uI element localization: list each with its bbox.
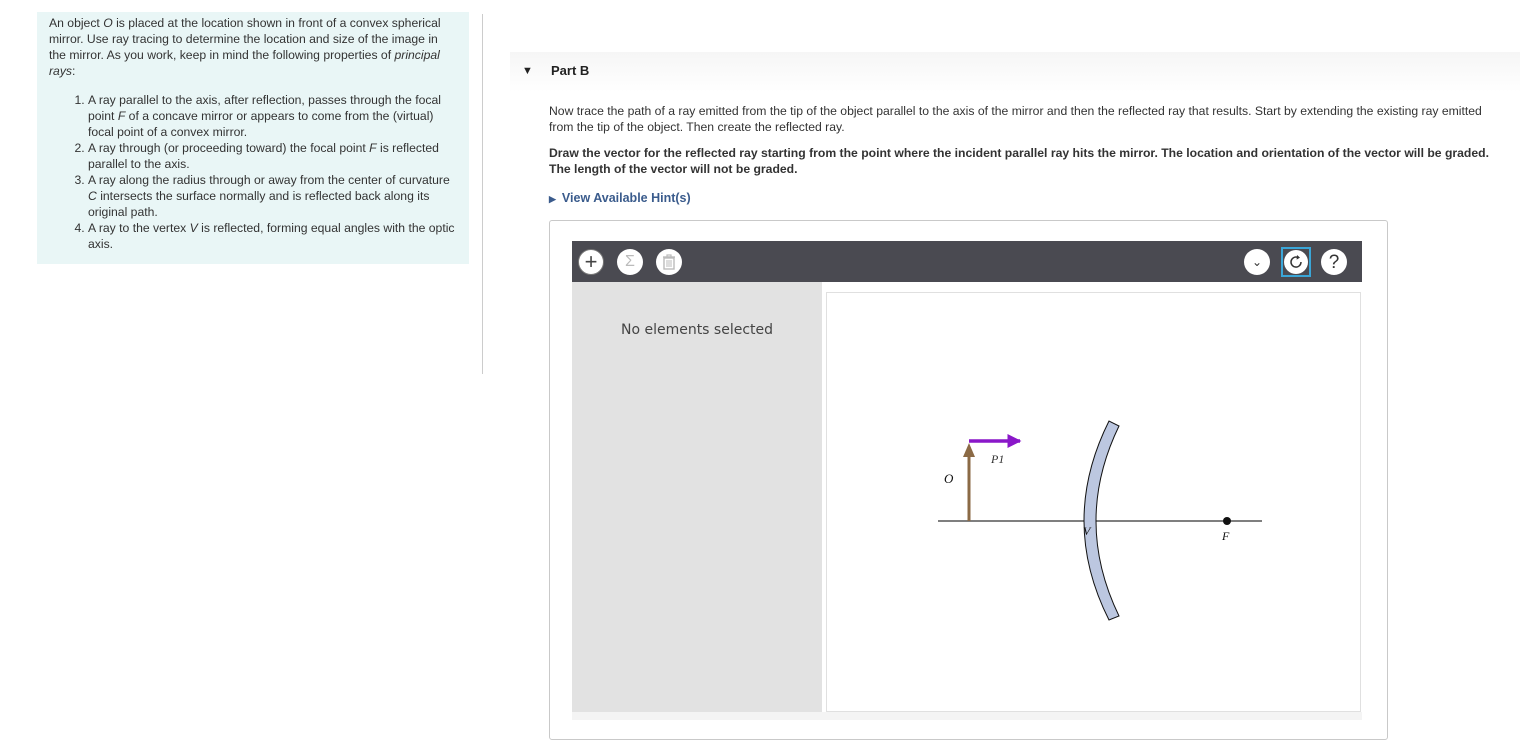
view-hints-link[interactable]: ▶ View Available Hint(s) <box>549 191 691 205</box>
part-title: Part B <box>551 63 590 78</box>
focus-label: F <box>1222 529 1230 543</box>
reset-icon <box>1288 254 1304 270</box>
delete-button[interactable] <box>656 249 682 275</box>
object-label: O <box>944 471 954 486</box>
intro-paragraph: An object O is placed at the location shown in front of a convex spherical mirror. Use ray tracing to determine the location and size of the image in the mirror. As you work, keep in mind the following properties of principal rays: <box>49 16 441 78</box>
canvas-bottom-bar <box>572 712 1362 720</box>
object-arrow-head <box>963 443 975 457</box>
element-properties-panel <box>572 282 822 712</box>
drawing-canvas[interactable] <box>826 292 1361 712</box>
reset-button[interactable] <box>1281 247 1311 277</box>
list-item: 3. A ray along the radius through or away from the center of curvature C intersects the surface normally and is reflected back along its original path. <box>88 172 457 220</box>
add-element-button[interactable] <box>578 249 604 275</box>
expand-triangle-icon: ▶ <box>549 194 556 204</box>
vector-label: P1 <box>991 452 1005 466</box>
list-item: 2. A ray through (or proceeding toward) the focal point F is reflected parallel to the axis. <box>88 140 457 172</box>
help-icon: ? <box>1328 251 1340 273</box>
instruction-text: Now trace the path of a ray emitted from the tip of the object parallel to the axis of the mirror and then the reflected ray that results. Start by extending the existing ray emitted from the tip of the object. Then create the reflected ray. <box>549 104 1482 134</box>
selection-status: No elements selected <box>620 322 774 338</box>
part-header[interactable] <box>510 52 1520 92</box>
list-item: 1. A ray parallel to the axis, after reflection, passes through the focal point F of a concave mirror or appears to come from the (virtual) focal point of a convex mirror. <box>88 92 457 140</box>
focal-point <box>1223 517 1231 525</box>
principal-rays-list <box>49 92 457 252</box>
drawing-toolbar <box>572 241 1362 282</box>
instruction-bold-text: Draw the vector for the reflected ray starting from the point where the incident parallel ray hits the mirror. The location and orientation of the vector will be graded. The length of the vector will not be graded. <box>549 146 1489 176</box>
column-divider <box>482 14 483 374</box>
trash-icon <box>662 254 676 270</box>
sigma-button[interactable] <box>617 249 643 275</box>
ray-diagram[interactable] <box>827 293 1362 713</box>
collapse-caret-icon[interactable]: ▼ <box>522 65 533 77</box>
sigma-icon: Σ <box>625 253 635 270</box>
plus-icon: + <box>584 249 598 274</box>
dropdown-button[interactable] <box>1244 249 1270 275</box>
chevron-down-icon: ⌄ <box>1251 255 1263 269</box>
help-button[interactable] <box>1321 249 1347 275</box>
problem-intro <box>37 12 469 264</box>
list-item: 4. A ray to the vertex V is reflected, forming equal angles with the optic axis. <box>88 220 457 252</box>
vertex-label: V <box>1083 524 1091 538</box>
